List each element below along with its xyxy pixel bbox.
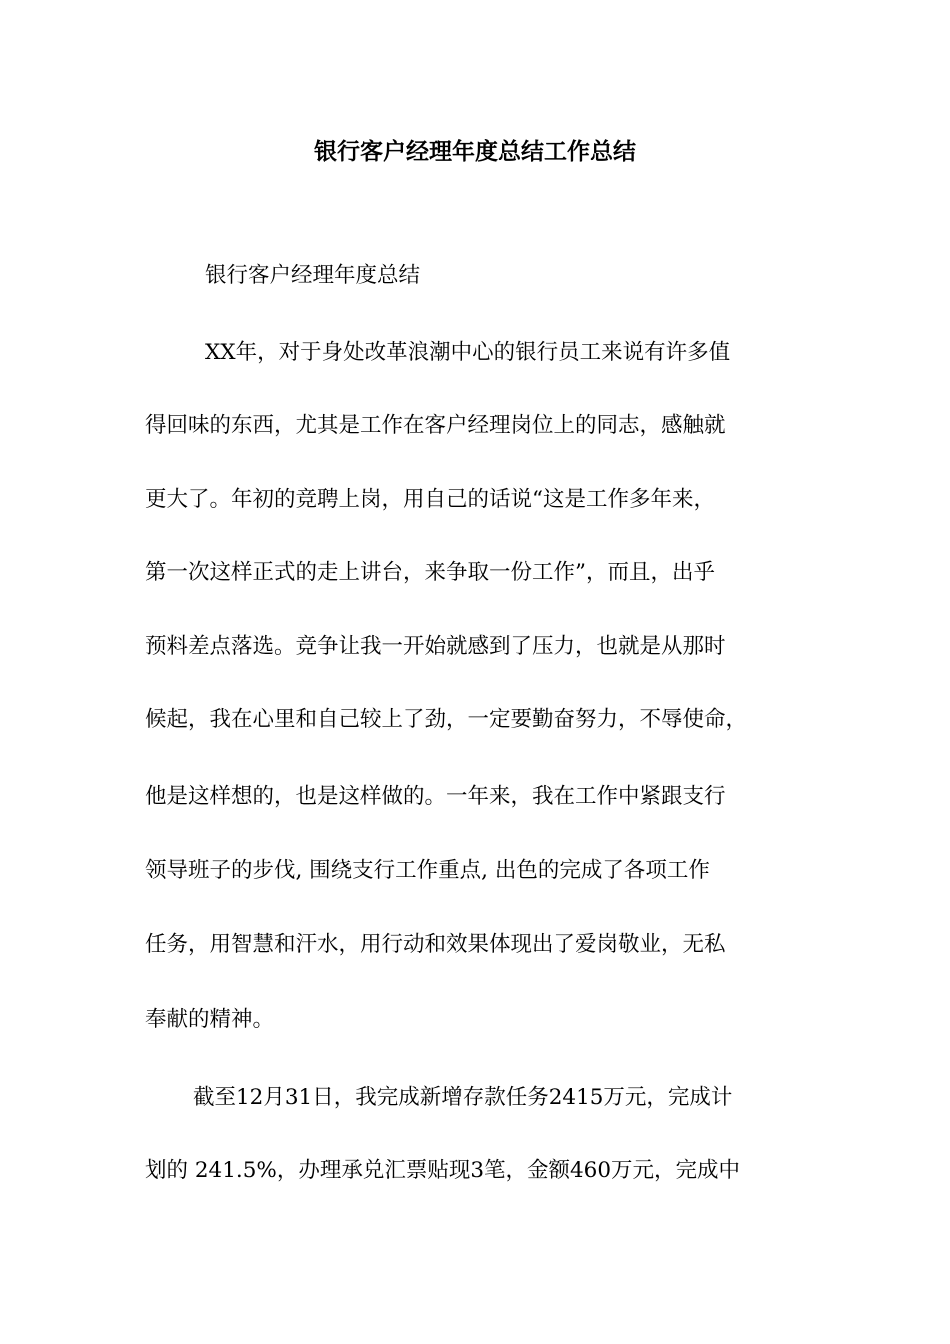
paragraph-line: 奉献的精神。: [145, 1007, 275, 1032]
document-title: 银行客户经理年度总结工作总结: [314, 138, 636, 165]
paragraph-line: 任务，用智慧和汗水，用行动和效果体现出了爱岗敬业，无私: [145, 932, 726, 957]
paragraph-line: 领导班子的步伐, 围绕支行工作重点, 出色的完成了各项工作: [145, 858, 710, 883]
paragraph-line: 他是这样想的，也是这样做的。一年来，我在工作中紧跟支行: [145, 784, 726, 809]
paragraph-line: 预料差点落选。竞争让我一开始就感到了压力，也就是从那时: [145, 634, 726, 659]
paragraph-line: 候起，我在心里和自己较上了劲，一定要勤奋努力，不辱使命，: [145, 707, 748, 732]
paragraph-line: 第一次这样正式的走上讲台，来争取一份工作”，而且，出乎: [145, 560, 715, 585]
paragraph-line: 更大了。年初的竞聘上岗，用自己的话说“这是工作多年来，: [145, 487, 715, 512]
paragraph-line: 截至12月31日，我完成新增存款任务2415万元，完成计: [193, 1085, 733, 1110]
document-subtitle: 银行客户经理年度总结: [205, 263, 421, 288]
paragraph-line: XX年，对于身处改革浪潮中心的银行员工来说有许多值: [205, 340, 731, 365]
paragraph-line: 得回味的东西，尤其是工作在客户经理岗位上的同志，感触就: [145, 413, 726, 438]
paragraph-line: 划的 241.5%，办理承兑汇票贴现3笔，金额460万元，完成中: [145, 1158, 741, 1183]
